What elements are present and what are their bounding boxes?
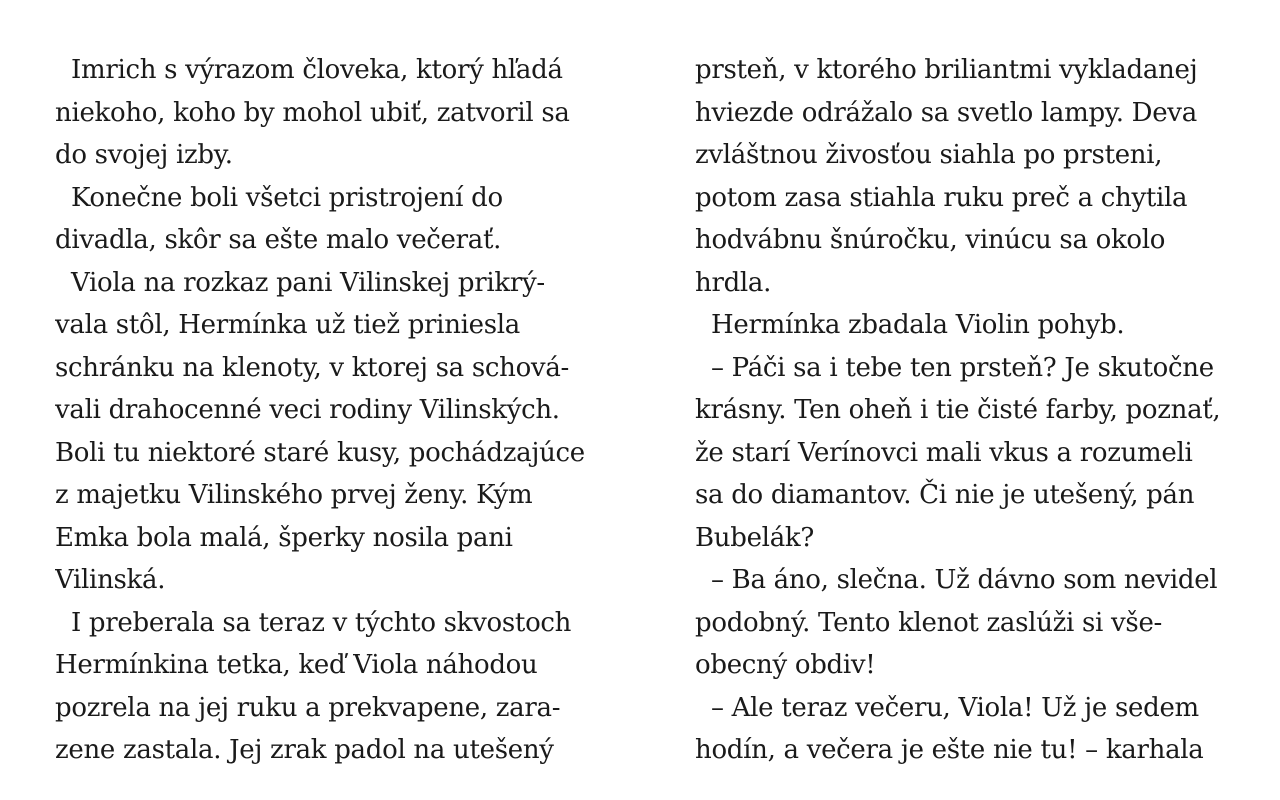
text-line: schránku na klenoty, v ktorej sa schová- bbox=[55, 352, 570, 383]
text-line: hviezde odrážalo sa svetlo lampy. Deva bbox=[695, 97, 1197, 128]
text-line: hodín, a večera je ešte nie tu! – karhala bbox=[695, 735, 1204, 765]
text-line: – Ba áno, slečna. Už dávno som nevidel bbox=[711, 565, 1218, 595]
text-line: pozrela na jej ruku a prekvapene, zara- bbox=[55, 692, 561, 723]
text-line: Boli tu niektoré staré kusy, pochádzajúce bbox=[55, 437, 585, 468]
text-line: Konečne boli všetci pristrojení do bbox=[71, 182, 503, 213]
text-line: z majetku Vilinského prvej ženy. Kým bbox=[55, 480, 533, 510]
text-line: do svojej izby. bbox=[55, 140, 233, 170]
text-line: niekoho, koho by mohol ubiť, zatvoril sa bbox=[55, 97, 570, 128]
text-line: Hermínka zbadala Violin pohyb. bbox=[711, 310, 1125, 340]
text-line: Emka bola malá, šperky nosila pani bbox=[55, 522, 513, 553]
text-line: – Ale teraz večeru, Viola! Už je sedem bbox=[711, 692, 1199, 723]
text-line: vala stôl, Hermínka už tiež priniesla bbox=[55, 310, 521, 340]
text-line: sa do diamantov. Či nie je utešený, pán bbox=[695, 480, 1195, 510]
text-line: podobný. Tento klenot zaslúži si vše- bbox=[695, 607, 1163, 638]
text-line: Viola na rozkaz pani Vilinskej prikrý- bbox=[71, 267, 545, 298]
text-line: Bubelák? bbox=[695, 522, 814, 553]
text-line: vali drahocenné veci rodiny Vilinských. bbox=[55, 395, 560, 425]
text-line: hrdla. bbox=[695, 267, 772, 298]
text-line: krásny. Ten oheň i tie čisté farby, poznať, bbox=[695, 395, 1221, 425]
text-line: obecný obdiv! bbox=[695, 650, 876, 680]
text-line: zvláštnou živosťou siahla po prsteni, bbox=[695, 140, 1163, 170]
text-line: zene zastala. Jej zrak padol na utešený bbox=[55, 735, 554, 765]
text-line: I preberala sa teraz v týchto skvostoch bbox=[71, 607, 572, 638]
right-page bbox=[695, 0, 1255, 800]
text-line: potom zasa stiahla ruku preč a chytila bbox=[695, 182, 1188, 213]
text-line: prsteň, v ktorého briliantmi vykladanej bbox=[695, 55, 1198, 85]
text-line: že starí Verínovci mali vkus a rozumeli bbox=[695, 437, 1193, 468]
text-line: Hermínkina tetka, keď Viola náhodou bbox=[55, 650, 538, 680]
text-line: Vilinská. bbox=[55, 565, 166, 595]
text-line: divadla, skôr sa ešte malo večerať. bbox=[55, 225, 502, 255]
text-line: Imrich s výrazom človeka, ktorý hľadá bbox=[71, 55, 563, 85]
text-line: – Páči sa i tebe ten prsteň? Je skutočne bbox=[711, 352, 1214, 383]
left-page bbox=[55, 0, 615, 800]
text-line: hodvábnu šnúročku, vinúcu sa okolo bbox=[695, 225, 1166, 255]
